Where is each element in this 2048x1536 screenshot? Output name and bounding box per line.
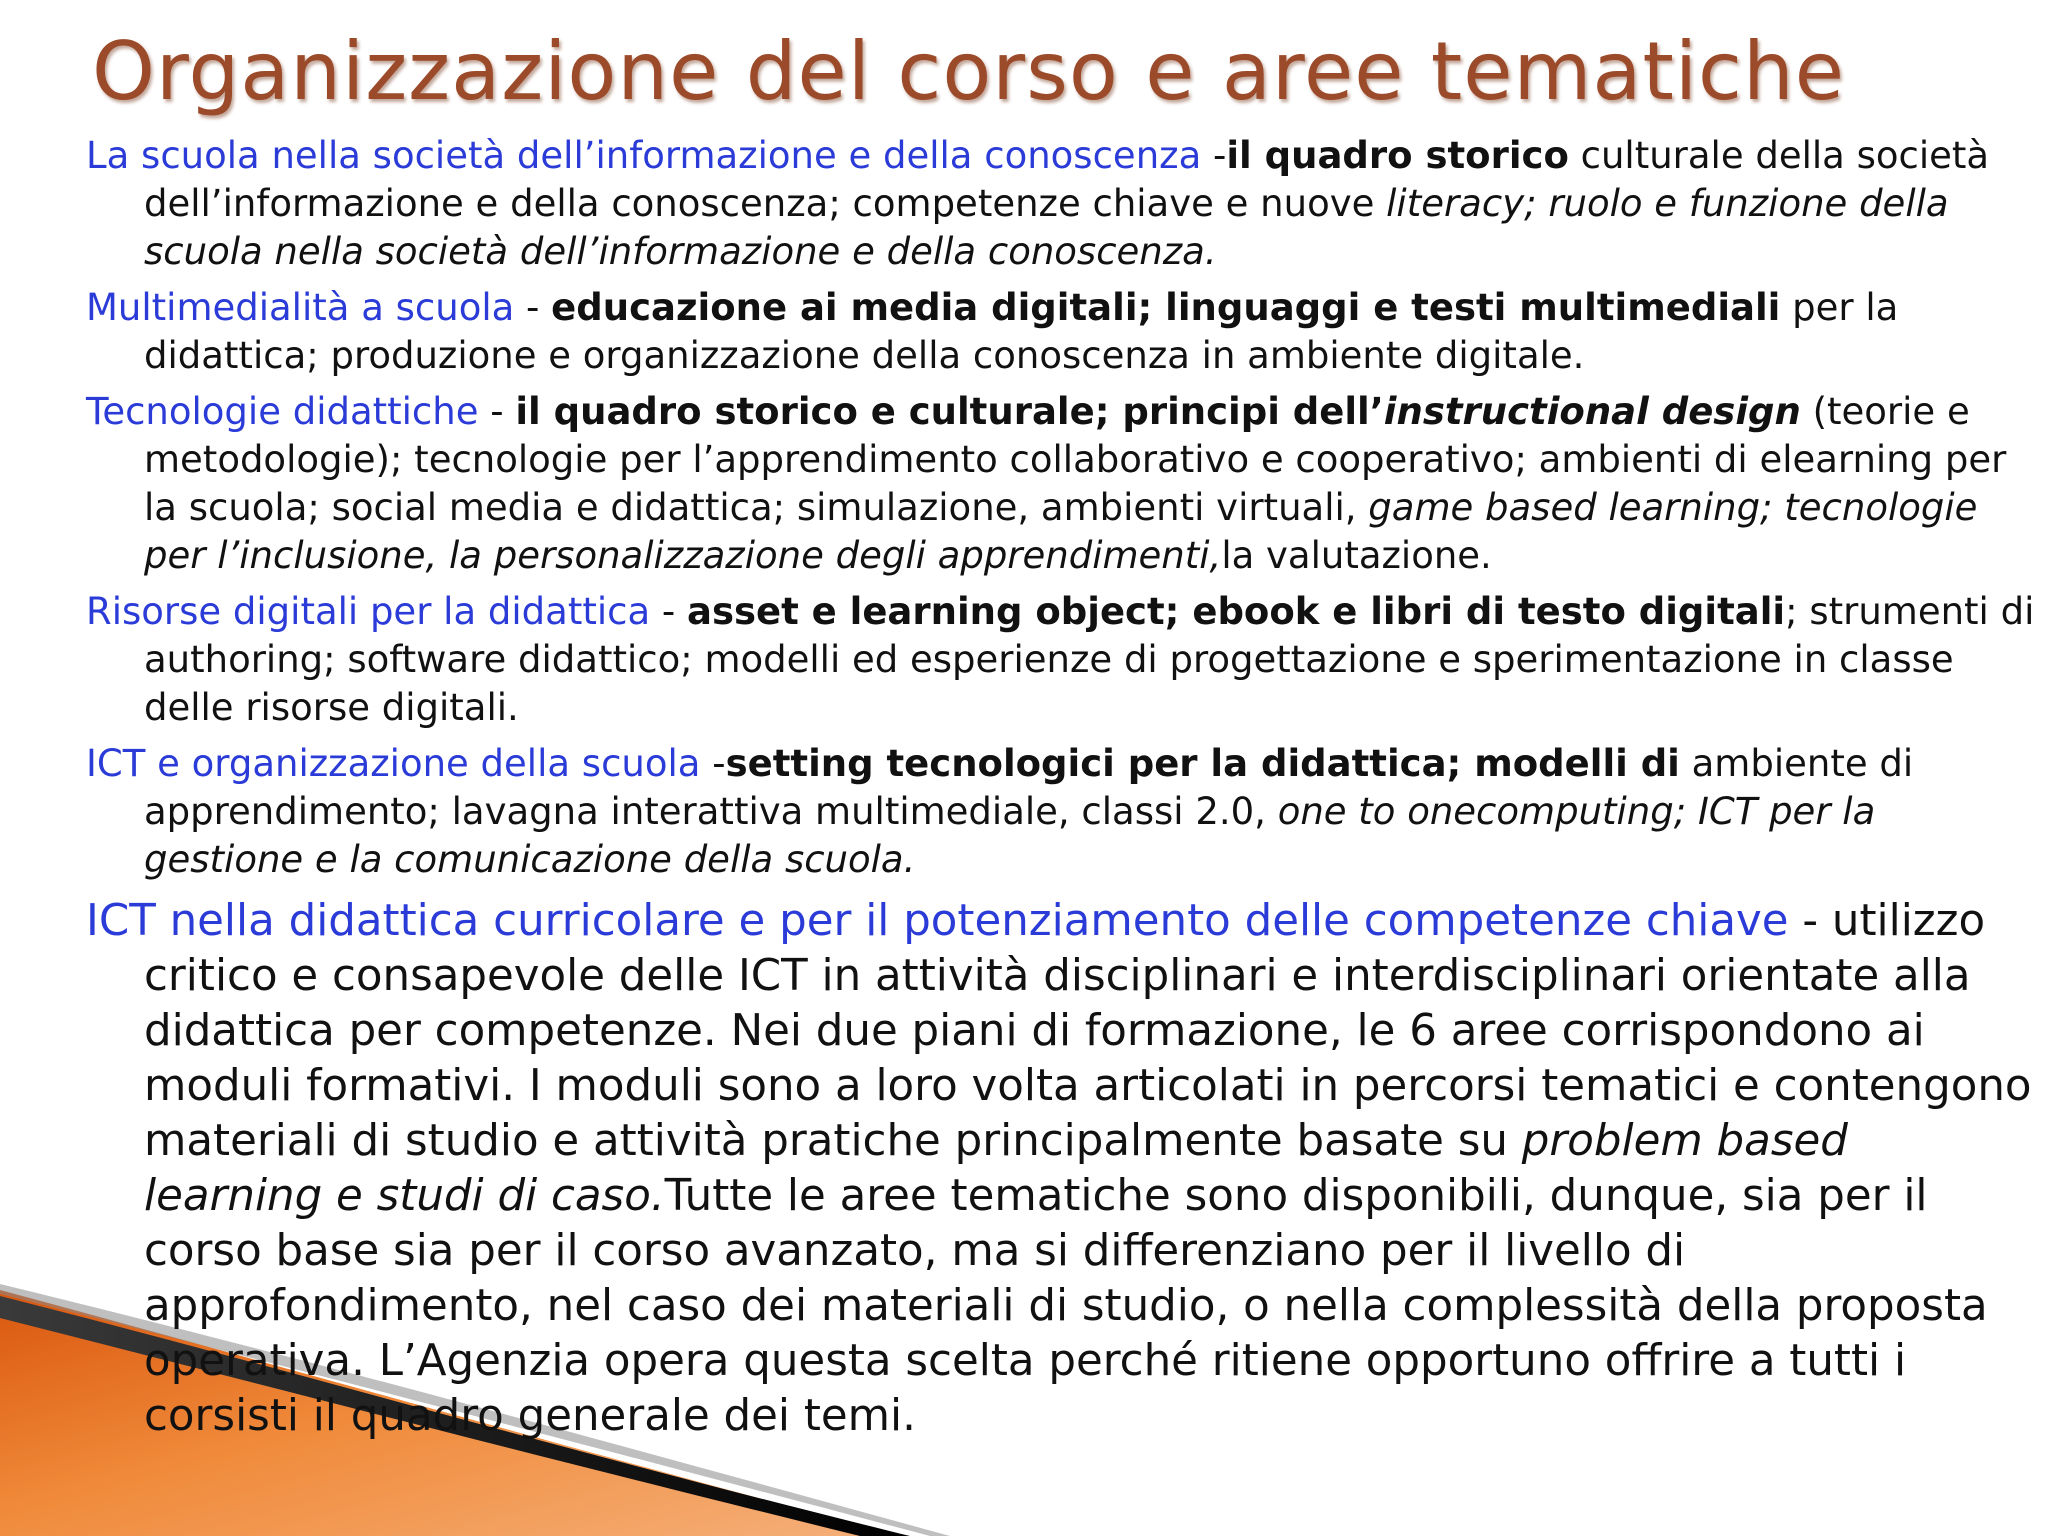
slide-title: Organizzazione del corso e aree tematiche (92, 25, 1845, 118)
topic-italic-text: game based learning; tecnologie per l’inclusione, la personalizzazione degli apprendimenti, (144, 486, 1978, 577)
topic-text: utilizzo critico e consapevole delle ICT in attività disciplinari e interdisciplinari orientate alla didattica per competenze. Nei due piani di formazione, le 6 aree corrispondono ai moduli formativi. I moduli sono a loro volta articolati in percorsi tematici e contengono materiali di studio e attività pratiche principalmente basate su (144, 896, 2032, 1166)
topic-text: (teorie e metodologie); tecnologie per l’apprendimento collaborativo e cooperativo; ambienti di elearning per la scuola; social media e didattica; simulazione, ambienti virtuali, (144, 390, 2007, 529)
topic-text: ambiente di apprendimento; lavagna interattiva multimediale, classi 2.0, (144, 742, 1914, 833)
topic-heading: ICT e organizzazione della scuola (86, 742, 701, 785)
topic-italic-text: one to onecomputing; ICT per la gestione e la comunicazione della scuola. (144, 790, 1876, 881)
topic-text-end: Tutte le aree tematiche sono disponibili, dunque, sia per il corso base sia per il corso avanzato, ma si differenziano per il livello di approfondimento, nel caso dei materiali di studio, o nella complessità della proposta operativa. L’Agenzia opera questa scelta perché ritiene opportuno offrire a tutti i corsisti il quadro generale dei temi. (144, 1171, 1988, 1441)
topic-separator: - (1201, 134, 1227, 177)
topic-item-ict-organizzazione (86, 740, 2036, 884)
topic-heading: Risorse digitali per la didattica (86, 590, 651, 633)
topic-bold-text: asset e learning object; ebook e libri di testo digitali (687, 590, 1786, 633)
topic-text: ; strumenti di authoring; software didattico; modelli ed esperienze di progettazione e sperimentazione in classe delle risorse digitali. (144, 590, 2035, 729)
topic-italic-text: literacy; ruolo e funzione della scuola nella società dell’informazione e della conoscenza. (144, 182, 1949, 273)
topic-heading: La scuola nella società dell’informazione e della conoscenza (86, 134, 1202, 177)
topic-list (86, 132, 2036, 1452)
topic-heading: Multimedialità a scuola (86, 286, 515, 329)
topic-text: culturale della società dell’informazione e della conoscenza; competenze chiave e nuove (144, 134, 1990, 225)
topic-heading: ICT nella didattica curricolare e per il potenziamento delle competenze chiave (86, 896, 1789, 946)
topic-bold-text: il quadro storico (1226, 134, 1569, 177)
topic-bold-text: il quadro storico e culturale; principi dell’ (515, 390, 1384, 433)
topic-bold-text: educazione ai media digitali; linguaggi e testi multimediali (551, 286, 1781, 329)
topic-heading: Tecnologie didattiche (86, 390, 479, 433)
topic-item-multimedialita (86, 284, 2036, 380)
topic-bold-text: setting tecnologici per la didattica; modelli di (725, 742, 1680, 785)
topic-separator: - (478, 390, 516, 433)
topic-separator: - (700, 742, 726, 785)
topic-separator: - (650, 590, 687, 633)
topic-text: per la didattica; produzione e organizzazione della conoscenza in ambiente digitale. (144, 286, 1899, 377)
topic-text-end: la valutazione. (1221, 534, 1492, 577)
topic-italic-text: problem based learning e studi di caso. (144, 1116, 1848, 1221)
topic-separator: - (1788, 896, 1832, 946)
topic-item-scuola-societa (86, 132, 2036, 276)
topic-bold-italic-text: instructional design (1383, 390, 1801, 433)
topic-separator: - (514, 286, 552, 329)
topic-item-ict-didattica-curricolare (86, 894, 2036, 1444)
topic-item-tecnologie-didattiche (86, 388, 2036, 580)
topic-item-risorse-digitali (86, 588, 2036, 732)
